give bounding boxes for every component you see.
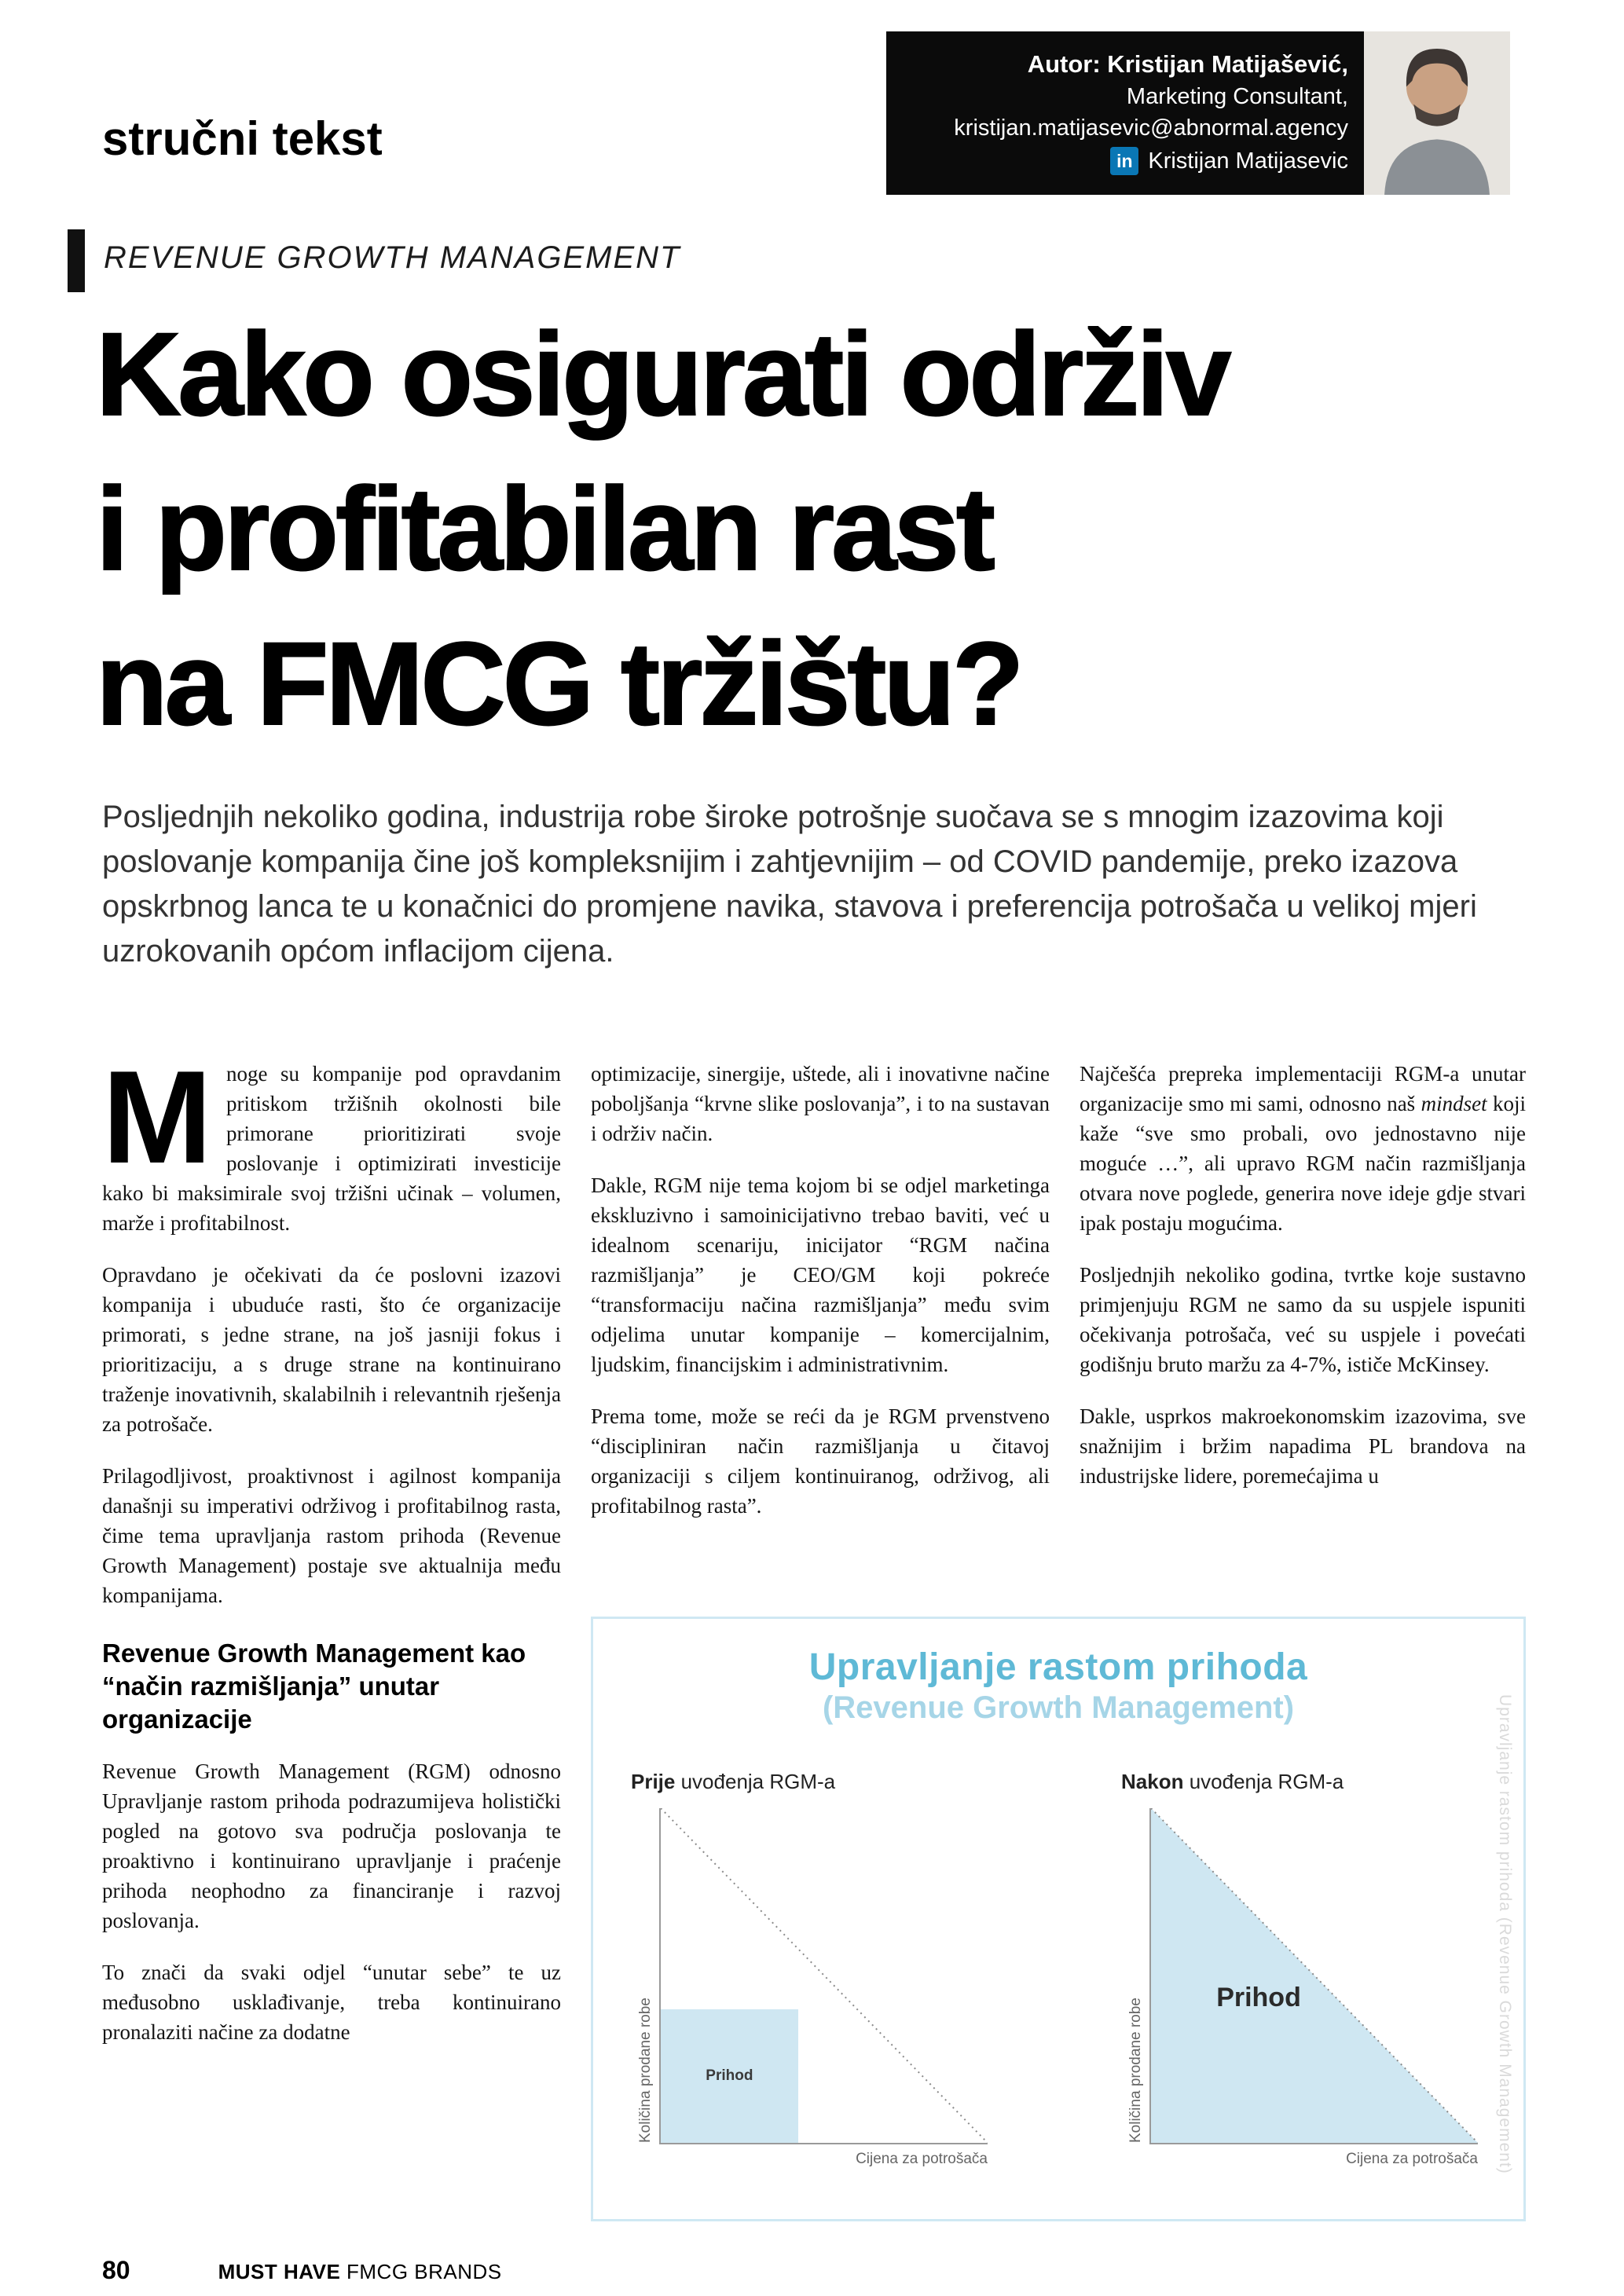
lead-paragraph: Posljednjih nekoliko godina, industrija robe široke potrošnje suočava se s mnogim izazovima koji poslovanje kompanija čine još kompleksnijim i zahtjevnijim – od COVID pandemije, preko izazova opskrbnog lanca te u konačnici do promjene navika, stavova i preferencija potrošača u velikoj mjeri uzrokovanih općom inflacijom cijena. (102, 800, 1477, 969)
headline (96, 297, 1228, 761)
author-name-line: Autor: Kristijan Matijašević, (1027, 50, 1348, 78)
brand-bold: MUST HAVE (218, 2260, 341, 2283)
paragraph: Posljednjih nekoliko godina, tvrtke koje sustavno primjenjuju RGM ne samo da su uspjele ispuniti očekivanja potrošača, već su uspjele i povećati godišnju bruto maržu za 4-7%, ističe McKinsey. (1080, 1263, 1526, 1376)
x-axis-label: Cijena za potrošača (1346, 2151, 1478, 2167)
paragraph-text: koji kaže “sve smo probali, ovo jednostavno nije moguće …”, ali upravo RGM način razmišljanja otvara nove poglede, generira nove ideje gdje stvari ipak postaju mogućima. (1080, 1092, 1526, 1235)
linkedin-icon[interactable]: in (1110, 147, 1138, 175)
chart-after-rgm (1121, 1770, 1479, 2167)
linkedin-link[interactable] (886, 147, 1348, 175)
chart-before-rgm (631, 1770, 989, 2167)
linkedin-name: Kristijan Matijasevic (1148, 148, 1348, 174)
publication-brand (218, 2260, 502, 2284)
emphasized-word: mindset (1421, 1092, 1487, 1115)
author-role: Marketing Consultant, (1126, 84, 1348, 109)
revenue-label: Prihod (1216, 1982, 1301, 2012)
author-photo (1364, 31, 1510, 195)
author-portrait-placeholder (1364, 31, 1510, 195)
paragraph-text: Najčešća prepreka implementaciji RGM-a unutar organizacije smo mi sami, odnosno naš (1080, 1062, 1526, 1115)
section-label: stručni tekst (102, 112, 383, 165)
headline-line-3: na FMCG tržištu? (96, 617, 1021, 749)
chart-label-rest: uvođenja RGM-a (675, 1770, 836, 1793)
dropcap: M (102, 1043, 212, 1191)
page-number: 80 (102, 2256, 130, 2284)
author-email[interactable]: kristijan.matijasevic@abnormal.agency (954, 115, 1348, 141)
chart-before-label (631, 1770, 989, 1794)
y-axis-label: Količina prodane robe (637, 1998, 654, 2143)
author-info (886, 31, 1364, 195)
page-footer (102, 2256, 502, 2285)
paragraph: Revenue Growth Management (RGM) odnosno Upravljanje rastom prihoda podrazumijeva holistički pogled na gotovo sva područja poslovanja te proaktivno i kontinuirano upravljanje i praćenje prihoda neophodno za financiranje i razvoj poslovanja. (102, 1760, 561, 1932)
figure-charts (593, 1770, 1523, 2167)
headline-line-2: i profitabilan rast (96, 463, 992, 595)
column-2 (591, 1059, 1050, 1543)
author-box (886, 31, 1510, 195)
y-axis-label: Količina prodane robe (1127, 1998, 1144, 2143)
paragraph: Prilagodljivost, proaktivnost i agilnost kompanija današnji su imperativi održivog i profitabilnog rasta, čime tema upravljanja rastom prihoda (Revenue Growth Management) postaje sve aktualnija među kompanijama. (102, 1464, 561, 1607)
chart-label-rest: uvođenja RGM-a (1183, 1770, 1344, 1793)
brand-rest: FMCG BRANDS (340, 2260, 502, 2283)
paragraph: optimizacije, sinergije, uštede, ali i inovativne načine poboljšanja “krvne slike poslovanja”, i to na sustavan i održiv način. (591, 1062, 1050, 1145)
paragraph (1080, 1059, 1526, 1238)
kicker-bar (68, 229, 85, 292)
paragraph: To znači da svaki odjel “unutar sebe” te uz međusobno usklađivanje, treba kontinuirano pronalaziti načine za dodatne (102, 1961, 561, 2044)
paragraph-text: noge su kompanije pod opravdanim pritiskom tržišnih okolnosti bile primorane prioritizirati svoje poslovanje i optimizirati investicije kako bi maksimirale svoj tržišni učinak – volumen, marže i profitabilnost. (102, 1062, 561, 1235)
kicker: REVENUE GROWTH MANAGEMENT (104, 240, 681, 275)
chart-label-bold: Nakon (1121, 1770, 1184, 1793)
paragraph: Prema tome, može se reći da je RGM prvenstveno “discipliniran način razmišljanja u čitavoj organizaciji s ciljem kontinuiranog, održivog, ali profitabilnog rasta”. (591, 1404, 1050, 1518)
paragraph: Dakle, RGM nije tema kojom bi se odjel marketinga ekskluzivno i samoinicijativno trebao baviti, već u idealnom scenariju, inicijator “RGM načina razmišljanja” je CEO/GM koji pokreće “transformaciju načina razmišljanja” među svim odjelima unutar kompanije – komercijalnim, ljudskim, financijskim i administrativnim. (591, 1174, 1050, 1376)
rgm-figure (591, 1617, 1526, 2221)
figure-title: Upravljanje rastom prihoda (808, 1646, 1308, 1688)
demand-area-chart (1151, 1808, 1478, 2143)
figure-watermark: Upravljanje rastom prihoda (Revenue Growth Management) (1496, 1694, 1514, 2174)
revenue-triangle (1151, 1808, 1478, 2143)
paragraph: Dakle, usprkos makroekonomskim izazovima, sve snažnijim i bržim napadima PL brandova na industrijske lidere, poremećajima u (1080, 1404, 1526, 1488)
column-3 (1080, 1059, 1526, 1513)
headline-line-1: Kako osigurati održiv (96, 308, 1229, 440)
figure-subtitle: (Revenue Growth Management) (822, 1690, 1295, 1725)
plot-area-before (637, 1808, 988, 2167)
plot-area-after (1127, 1808, 1478, 2167)
paragraph (102, 1043, 561, 1238)
subheading: Revenue Growth Management kao “način razmišljanja” unutar organizacije (102, 1639, 526, 1734)
paragraph: Opravdano je očekivati da će poslovni izazovi kompanija i ubuduće rasti, što će organizacije primorati, s jedne strane, na još jasniji fokus i prioritizaciju, a s druge strane na kontinuirano traženje inovativnih, skalabilnih i relevantnih rješenja za potrošače. (102, 1263, 561, 1436)
chart-after-label (1121, 1770, 1479, 1794)
x-axis-label: Cijena za potrošača (856, 2151, 988, 2167)
revenue-area-before (661, 2009, 798, 2143)
column-1 (102, 1043, 561, 2069)
revenue-label: Prihod (706, 2067, 753, 2084)
chart-label-bold: Prije (631, 1770, 676, 1793)
